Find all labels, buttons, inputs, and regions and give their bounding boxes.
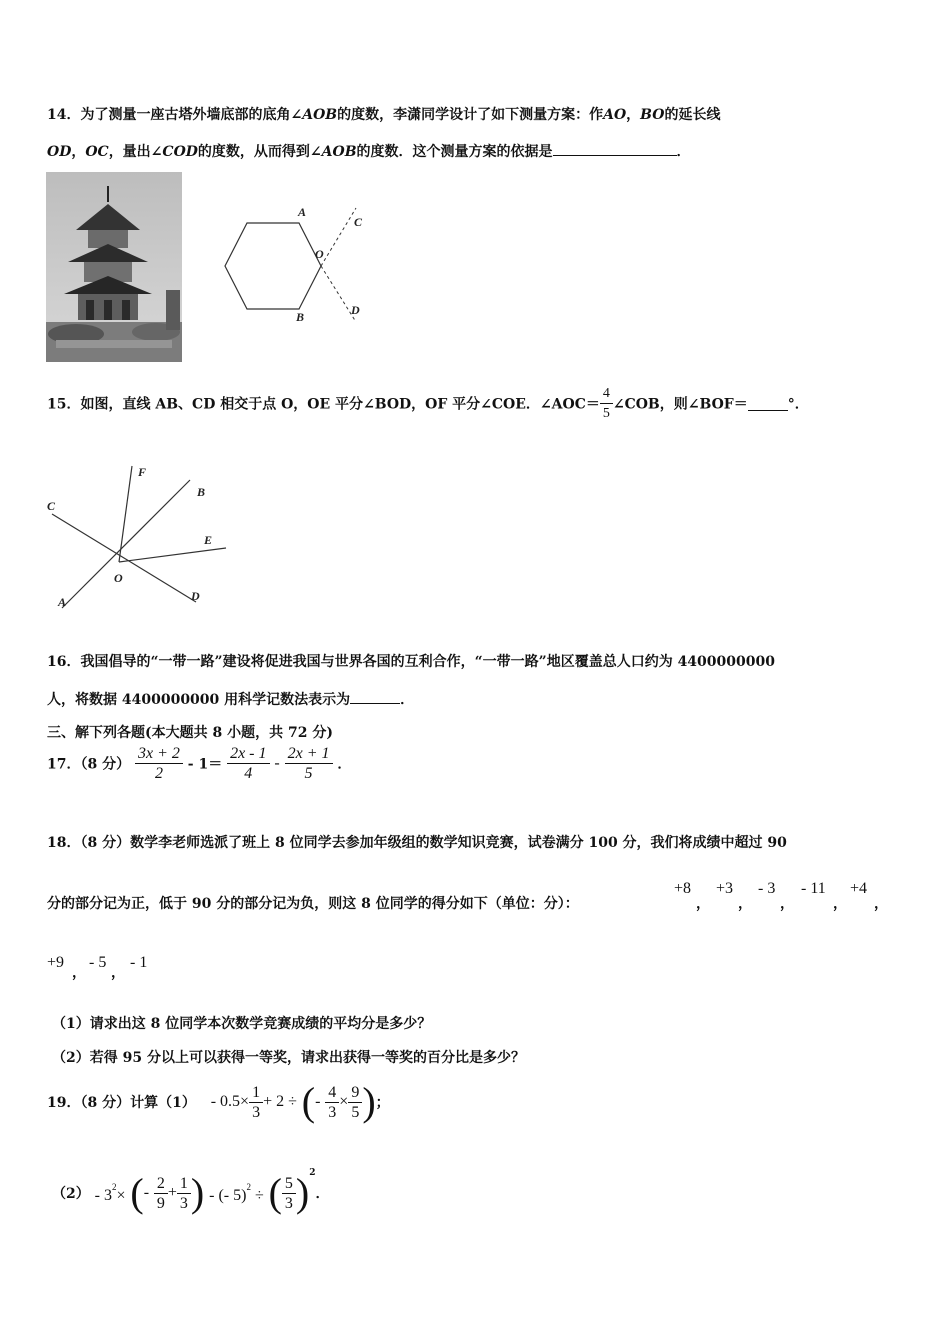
left-paren: ( [301, 1079, 316, 1124]
pagoda-photo [46, 172, 182, 362]
section-heading: 三、解下列各题(本大题共 8 小题，共 72 分) [47, 725, 333, 741]
q19-part2: $(2) - 3^2\times$ (- $\frac{2}{9}$ + $\frac{1}{3}$ ) - (- 5)$^2$ ÷ ( $\frac{5}{3}$ )$^2$． [52, 1168, 330, 1215]
label-D: D [351, 303, 360, 317]
fraction: $\frac{2}{9}$ [154, 1174, 168, 1213]
fraction: $\frac{2x + 1}{5}$ [285, 744, 333, 783]
score-8: - 1 [130, 954, 148, 971]
q18-line1: 18．（8 分）数学李老师选派了班上 8 位同学去参加年级组的数学知识竞赛，试卷满分 100 分，我们将成绩中超过 90 [47, 835, 787, 851]
right-paren: ) [295, 1170, 310, 1215]
fraction: $\frac{1}{3}$ [177, 1174, 191, 1213]
fraction: $\frac{3x + 2}{2}$ [135, 744, 183, 783]
q18-line2: 分的部分记为正，低于 90 分的部分记为负，则这 8 位同学的得分如下（单位：分）： [47, 896, 579, 912]
label-E: E [204, 533, 213, 547]
q17-equation: 17．（8 分） $\frac{3x + 2}{2}$ - 1＝ $\frac{2x - 1}{4}$ - $\frac{2x + 1}{5}$ ． [47, 745, 352, 782]
fraction: $\frac{1}{3}$ [249, 1083, 263, 1122]
score-7: - 5 [89, 954, 107, 971]
score-3: - 3 [758, 880, 776, 897]
separator: ， [833, 896, 847, 912]
answer-blank [350, 689, 400, 704]
label-O: O [315, 247, 324, 261]
fraction: $\frac{4}{3}$ [325, 1083, 339, 1122]
answer-blank [553, 141, 677, 156]
left-paren: ( [130, 1170, 144, 1215]
q18-sub1: （1）请求出这 8 位同学本次数学竞赛成绩的平均分是多少？ [52, 1016, 432, 1032]
right-paren: ) [362, 1079, 376, 1124]
label-C: C [47, 499, 56, 513]
hexagon-angle-diagram [214, 200, 374, 330]
fraction: $\frac{2x - 1}{4}$ [227, 744, 269, 783]
q16-line1: 16．我国倡导的“一带一路”建设将促进我国与世界各国的互利合作，“一带一路”地区覆盖总人口约为 4400000000 [47, 654, 775, 670]
score-2: +3 [716, 880, 734, 897]
separator: ， [696, 896, 710, 912]
left-paren: ( [268, 1170, 282, 1215]
score-4: - 11 [801, 880, 826, 897]
q15-text: 15．如图，直线 AB、CD 相交于点 O，OE 平分∠BOD，OF 平分∠COE．∠AOC＝ $\frac{4}{5}$ ∠COB，则∠BOF＝ °． [47, 386, 809, 421]
separator: ， [780, 896, 794, 912]
score-6: +9 [47, 954, 65, 971]
right-paren: ) [190, 1170, 205, 1215]
separator: ， [111, 965, 125, 981]
separator: ， [738, 896, 752, 912]
label-B: B [296, 310, 305, 324]
q16-line2: 人，将数据 4400000000 用科学记数法表示为 ． [47, 689, 414, 709]
answer-blank [748, 396, 788, 411]
label-B: B [197, 485, 206, 499]
score-1: +8 [674, 880, 692, 897]
separator: ， [72, 965, 86, 981]
fraction: $\frac{9}{5}$ [348, 1083, 362, 1122]
q14-line2: OD，OC，量出∠COD的度数，从而得到∠AOB的度数．这个测量方案的依据是 ． [47, 141, 691, 161]
intersecting-lines-diagram [44, 458, 234, 628]
label-O: O [114, 571, 123, 585]
q19-part1: 19．（8 分）计算（1） - 0.5× $\frac{1}{3}$ + 2 ÷ (- $\frac{4}{3}$ × $\frac{9}{5}$ )； [47, 1079, 390, 1124]
q14-line1: 14．为了测量一座古塔外墙底部的底角∠AOB的度数，李潇同学设计了如下测量方案：作AO，BO的延长线 [47, 107, 721, 123]
q18-sub2: （2）若得 95 分以上可以获得一等奖，请求出获得一等奖的百分比是多少？ [52, 1050, 525, 1066]
fraction-4-5: $\frac{4}{5}$ [600, 384, 613, 423]
label-A: A [298, 205, 307, 219]
score-5: +4 [850, 880, 868, 897]
fraction: $\frac{5}{3}$ [282, 1174, 296, 1213]
separator: ， [874, 896, 888, 912]
label-A: A [58, 595, 67, 609]
label-D: D [191, 589, 200, 603]
label-F: F [138, 465, 147, 479]
label-C: C [354, 215, 363, 229]
